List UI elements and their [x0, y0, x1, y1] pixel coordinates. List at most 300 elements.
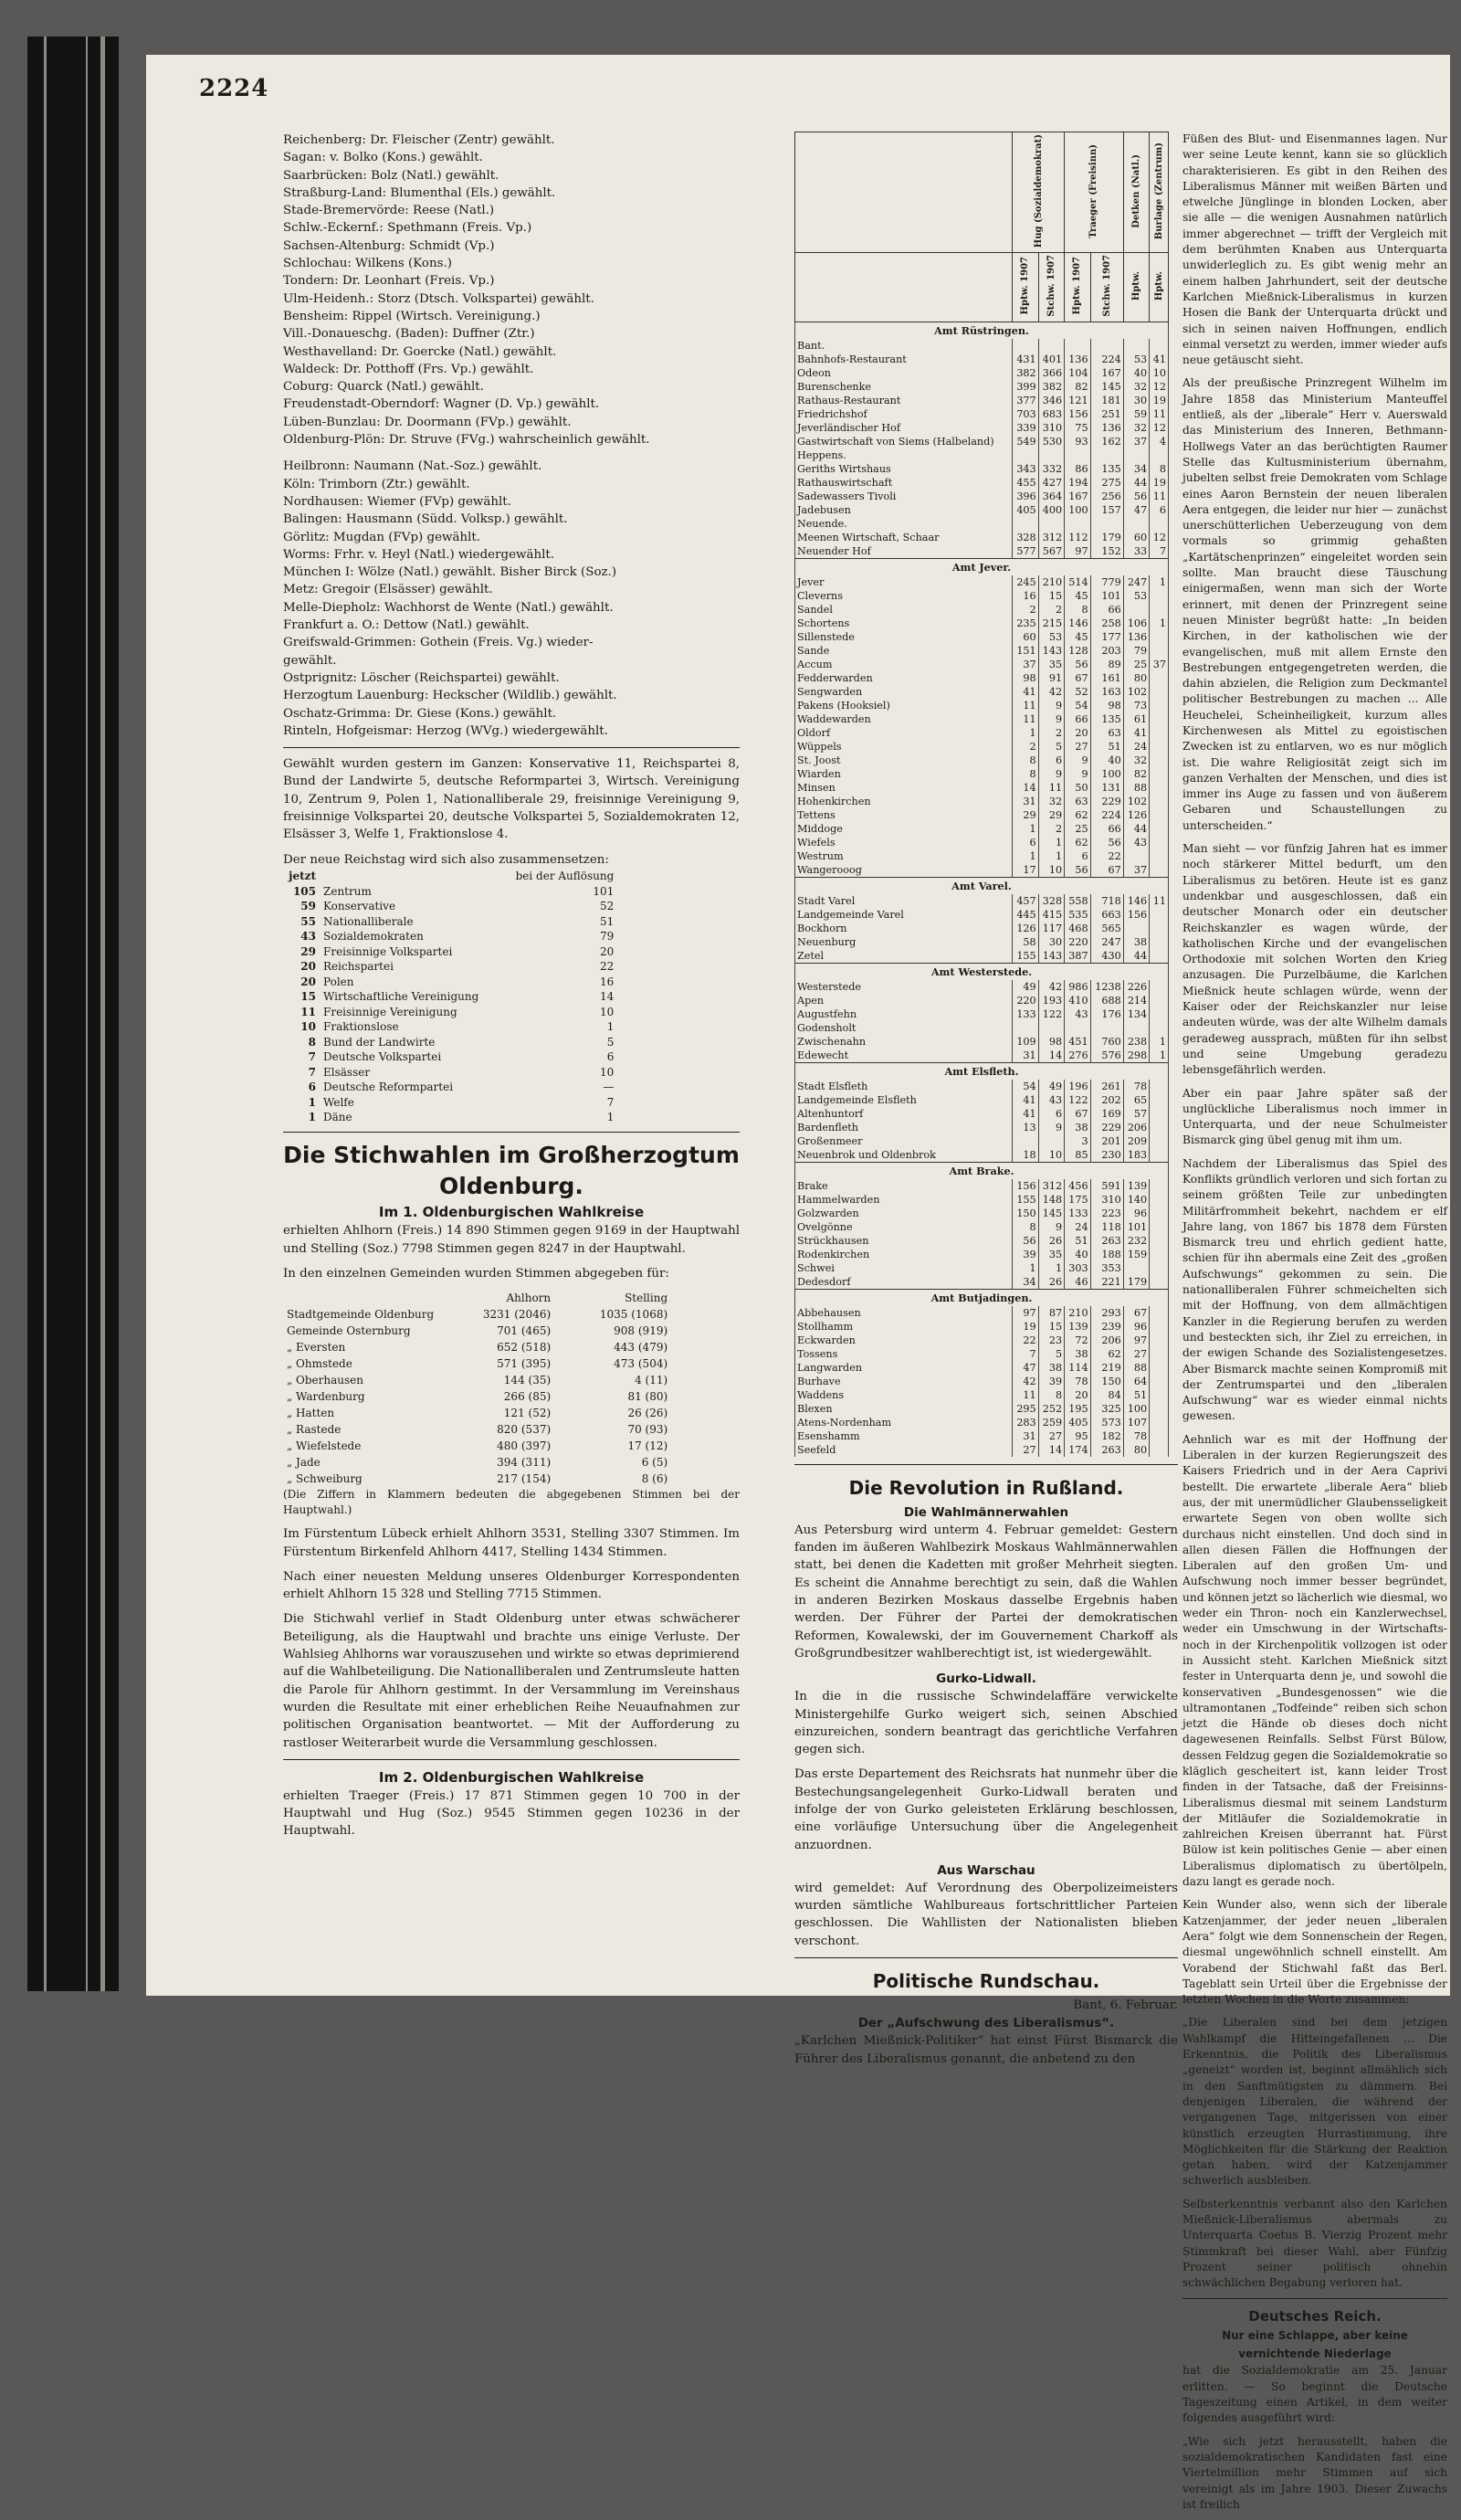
seat-before: 101 [593, 884, 615, 898]
seat-row [283, 1080, 617, 1095]
seat-party: Bund der Landwirte [323, 1035, 436, 1049]
table-row [795, 1388, 1169, 1402]
result-line: Saarbrücken: Bolz (Natl.) gewählt. [283, 168, 499, 183]
table-row [795, 849, 1169, 863]
seat-row [283, 1034, 617, 1049]
vote-cell: 343 [1013, 462, 1038, 476]
location-cell: Neuende. [795, 517, 1013, 531]
vote-cell [1150, 922, 1169, 935]
location-cell: Minsen [795, 781, 1013, 795]
seat-now: 1 [308, 1111, 316, 1124]
result-line: Ostprignitz: Löscher (Reichspartei) gewählt. [283, 670, 560, 685]
vote-cell [1150, 1275, 1169, 1290]
vote-cell [1150, 1193, 1169, 1207]
vote-cell: 155 [1013, 949, 1038, 964]
vote-cell: 364 [1038, 490, 1064, 503]
vote-cell: 51 [1123, 1388, 1149, 1402]
vote-cell [1150, 1361, 1169, 1375]
table-section-title: Amt Elsfleth. [795, 1062, 1169, 1080]
vote-cell: 133 [1013, 1007, 1038, 1021]
vote-cell: 58 [1013, 935, 1038, 949]
vote-cell: 558 [1065, 894, 1090, 908]
vote-cell: 181 [1090, 394, 1123, 407]
gemeinde-stelling: 473 (504) [614, 1357, 668, 1371]
vote-cell: 135 [1090, 462, 1123, 476]
vote-cell: 152 [1090, 544, 1123, 559]
vote-cell [1150, 1261, 1169, 1275]
table-row [795, 922, 1169, 935]
vote-cell: 22 [1013, 1334, 1038, 1347]
gemeinde-ahlhorn: 571 (395) [497, 1357, 552, 1371]
seat-row [283, 944, 617, 959]
vote-cell: 122 [1038, 1007, 1064, 1021]
vote-cell: 1 [1150, 1049, 1169, 1063]
location-cell: Odeon [795, 366, 1013, 380]
location-cell: Neuenburg [795, 935, 1013, 949]
result-line: Coburg: Quarck (Natl.) gewählt. [283, 380, 484, 395]
rundschau-paragraph: Kein Wunder also, wenn sich der liberale Katzenjammer, der jeder neuen „liberalen Aera“ folgt wie dem Sonnenschein der Regen, diesmal ungewöhnlich schnell einstellt. Am Vorabend der Stichwahl faßt das Berl. Tageblatt sein Urteil über die Ergebnisse der letzten Wochen in die Worte zusammen: [1182, 1898, 1447, 2007]
seat-before: 1 [606, 1111, 615, 1124]
result-line: Schlw.-Eckernf.: Spethmann (Freis. Vp.) [283, 221, 532, 236]
table-row [795, 1049, 1169, 1063]
vote-cell: 41 [1123, 726, 1149, 740]
vote-cell: 40 [1065, 1248, 1090, 1261]
vote-cell: 238 [1123, 1035, 1149, 1049]
result-line: Frankfurt a. O.: Dettow (Natl.) gewählt. [283, 618, 530, 633]
location-cell: Waddewarden [795, 712, 1013, 726]
vote-cell [1150, 699, 1169, 712]
vote-cell [1150, 1134, 1169, 1148]
vote-cell: 27 [1038, 1429, 1064, 1443]
vote-cell: 49 [1013, 980, 1038, 994]
vote-cell: 65 [1123, 1093, 1149, 1107]
result-line: gewählt. [283, 653, 337, 668]
table-row [795, 980, 1169, 994]
vote-cell: 456 [1065, 1179, 1090, 1193]
seats-header-before: bei der Auflösung [515, 870, 615, 883]
result-line: München I: Wölze (Natl.) gewählt. Bisher Birck (Soz.) [283, 565, 617, 580]
revolution-sub1: Die Wahlmännerwahlen [903, 1504, 1069, 1520]
table-sub-header [1013, 253, 1038, 322]
vote-cell: 11 [1150, 407, 1169, 421]
vote-cell: 19 [1150, 394, 1169, 407]
location-cell: Waddens [795, 1388, 1013, 1402]
vote-cell: 118 [1090, 1220, 1123, 1234]
seat-row [283, 1019, 617, 1035]
seat-row [283, 989, 617, 1005]
vote-cell [1150, 1429, 1169, 1443]
vote-cell: 133 [1065, 1207, 1090, 1220]
vote-cell: 122 [1065, 1093, 1090, 1107]
location-cell: Accum [795, 658, 1013, 671]
vote-cell: 106 [1123, 617, 1149, 630]
vote-cell: 112 [1065, 531, 1090, 544]
vote-cell [1150, 1080, 1169, 1093]
seat-now: 10 [300, 1020, 316, 1034]
vote-cell: 128 [1065, 644, 1090, 658]
location-cell: Landgemeinde Elsfleth [795, 1093, 1013, 1107]
vote-cell [1150, 644, 1169, 658]
vote-cell: 102 [1123, 795, 1149, 808]
wk2-intro: erhielten Traeger (Freis.) 17 871 Stimmen gegen 10 700 in der Hauptwahl und Hug (Soz.) 9545 Stimmen gegen 10236 in der Hauptwahl. [283, 1788, 740, 1839]
vote-cell: 235 [1013, 617, 1038, 630]
vote-cell: 139 [1123, 1179, 1149, 1193]
vote-cell: 252 [1038, 1402, 1064, 1416]
table-row [795, 685, 1169, 699]
result-line: Lüben-Bunzlau: Dr. Doormann (FVp.) gewählt. [283, 415, 572, 429]
seat-row [283, 899, 617, 914]
gemeinde-row [283, 1454, 671, 1471]
vote-cell: 263 [1090, 1234, 1123, 1248]
location-cell: Friedrichshof [795, 407, 1013, 421]
seat-now: 7 [308, 1050, 316, 1064]
group-header-label: Hug (Sozialdemokrat) [1033, 134, 1044, 248]
location-cell: Geriths Wirtshaus [795, 462, 1013, 476]
vote-cell [1150, 836, 1169, 849]
vote-cell: 59 [1123, 407, 1149, 421]
seat-before: 16 [600, 975, 615, 988]
vote-cell: 5 [1038, 740, 1064, 754]
vote-cell [1150, 1320, 1169, 1334]
vote-cell [1123, 1021, 1149, 1035]
location-cell: Oldorf [795, 726, 1013, 740]
vote-cell: 47 [1013, 1361, 1038, 1375]
vote-cell: 27 [1013, 1443, 1038, 1457]
seat-row [283, 1094, 617, 1110]
vote-cell: 102 [1123, 685, 1149, 699]
sub-header-label: Hptw. 1907 [1020, 257, 1031, 315]
table-row [795, 935, 1169, 949]
vote-cell: 37 [1123, 863, 1149, 878]
table-group-header [1123, 132, 1149, 253]
gemeinde-row [283, 1471, 671, 1487]
vote-cell: 221 [1090, 1275, 1123, 1290]
vote-cell: 18 [1013, 1148, 1038, 1163]
seat-row [283, 1064, 617, 1080]
vote-cell: 23 [1038, 1334, 1064, 1347]
seat-party: Freisinnige Volkspartei [323, 944, 453, 958]
vote-cell [1013, 1021, 1038, 1035]
seat-row [283, 883, 617, 899]
vote-cell: 1238 [1090, 980, 1123, 994]
location-cell: Neuender Hof [795, 544, 1013, 559]
vote-cell: 29 [1038, 808, 1064, 822]
vote-cell [1090, 339, 1123, 353]
result-line: Tondern: Dr. Leonhart (Freis. Vp.) [283, 274, 495, 289]
seat-before: 22 [600, 960, 615, 974]
vote-cell: 8 [1150, 462, 1169, 476]
vote-cell: 9 [1038, 1121, 1064, 1134]
location-cell: Wiarden [795, 767, 1013, 781]
vote-cell: 8 [1065, 603, 1090, 617]
group-header-label: Detken (Natl.) [1130, 153, 1141, 228]
location-cell: Sadewassers Tivoli [795, 490, 1013, 503]
vote-cell: 177 [1090, 630, 1123, 644]
vote-cell: 159 [1123, 1248, 1149, 1261]
table-row [795, 394, 1169, 407]
vote-cell: 100 [1123, 1402, 1149, 1416]
result-line: Stade-Bremervörde: Reese (Natl.) [283, 204, 495, 218]
table-corner-sub [795, 253, 1013, 322]
seat-before: 10 [600, 1005, 615, 1018]
gemeinde-stelling: 81 (80) [627, 1390, 668, 1404]
vote-cell: 145 [1038, 1207, 1064, 1220]
gemeinde-stelling: 70 (93) [627, 1423, 668, 1437]
vote-cell: 1 [1038, 836, 1064, 849]
vote-cell: 445 [1013, 908, 1038, 922]
gemeinde-ahlhorn: 266 (85) [503, 1390, 552, 1404]
vote-cell: 43 [1123, 836, 1149, 849]
result-line: Greifswald-Grimmen: Gothein (Freis. Vg.) wieder- [283, 636, 594, 650]
location-cell: Sande [795, 644, 1013, 658]
vote-cell: 1 [1013, 726, 1038, 740]
table-row [795, 1361, 1169, 1375]
vote-cell: 82 [1123, 767, 1149, 781]
table-row [795, 949, 1169, 964]
gemeinden-table [283, 1290, 671, 1487]
vote-cell [1150, 517, 1169, 531]
location-cell: Wangerooog [795, 863, 1013, 878]
vote-cell: 760 [1090, 1035, 1123, 1049]
vote-cell: 6 [1038, 1107, 1064, 1121]
vote-cell: 54 [1013, 1080, 1038, 1093]
vote-cell: 3 [1065, 1134, 1090, 1148]
vote-cell: 1 [1150, 1035, 1169, 1049]
vote-cell: 310 [1090, 1193, 1123, 1207]
group-header-label: Traeger (Freisinn) [1088, 143, 1099, 238]
seat-party: Wirtschaftliche Vereinigung [323, 990, 479, 1004]
vote-cell: 82 [1065, 380, 1090, 394]
wk1-paragraph: Nach einer neuesten Meldung unseres Oldenburger Korrespondenten erhielt Ahlhorn 15 328 und Stelling 7715 Stimmen. [283, 1569, 740, 1602]
gemeinde-ahlhorn: 820 (537) [497, 1423, 552, 1437]
vote-cell: 382 [1013, 366, 1038, 380]
vote-cell: 98 [1038, 1035, 1064, 1049]
vote-cell: 64 [1123, 1375, 1149, 1388]
table-row [795, 908, 1169, 922]
gemeinde-row [283, 1355, 671, 1372]
table-group-header [1065, 132, 1124, 253]
table-row [795, 1234, 1169, 1248]
vote-cell: 66 [1090, 822, 1123, 836]
seat-row [283, 1049, 617, 1065]
vote-cell: 7 [1013, 1347, 1038, 1361]
location-cell: Bardenfleth [795, 1121, 1013, 1134]
vote-cell: 143 [1038, 949, 1064, 964]
table-group-header [1013, 132, 1065, 253]
vote-cell: 50 [1065, 781, 1090, 795]
vote-cell: 101 [1090, 589, 1123, 603]
seat-party: Deutsche Volkspartei [323, 1050, 442, 1064]
vote-cell: 41 [1013, 685, 1038, 699]
vote-cell: 224 [1090, 353, 1123, 366]
vote-cell: 42 [1038, 980, 1064, 994]
vote-cell: 194 [1065, 476, 1090, 490]
vote-cell [1123, 849, 1149, 863]
vote-cell: 169 [1090, 1107, 1123, 1121]
vote-cell: 32 [1038, 795, 1064, 808]
vote-cell: 32 [1123, 421, 1149, 435]
vote-cell [1150, 339, 1169, 353]
vote-cell: 25 [1065, 822, 1090, 836]
vote-cell: 346 [1038, 394, 1064, 407]
vote-cell [1013, 1134, 1038, 1148]
vote-cell: 6 [1150, 503, 1169, 517]
vote-cell [1150, 822, 1169, 836]
location-cell: Dedesdorf [795, 1275, 1013, 1290]
location-cell: Heppens. [795, 448, 1013, 462]
vote-cell: 11 [1150, 894, 1169, 908]
vote-cell: 176 [1090, 1007, 1123, 1021]
vote-cell: 52 [1065, 685, 1090, 699]
group-header-label: Burlage (Zentrum) [1153, 142, 1164, 240]
gemeinde-ahlhorn: 480 (397) [497, 1439, 552, 1453]
seat-before: 5 [606, 1035, 615, 1049]
vote-cell: 80 [1123, 1443, 1149, 1457]
table-section-row [795, 1289, 1169, 1306]
location-cell: Pakens (Hooksiel) [795, 699, 1013, 712]
vote-cell: 283 [1013, 1416, 1038, 1429]
vote-cell: 135 [1090, 712, 1123, 726]
sub-header-label: Stchw. 1907 [1101, 255, 1112, 317]
table-row [795, 617, 1169, 630]
vote-cell: 150 [1013, 1207, 1038, 1220]
rundschau-dateline: Bant, 6. Februar. [1073, 1998, 1178, 2013]
vote-cell: 535 [1065, 908, 1090, 922]
vote-cell: 22 [1090, 849, 1123, 863]
vote-cell: 223 [1090, 1207, 1123, 1220]
seat-now: 105 [292, 884, 316, 898]
location-cell: Gastwirtschaft von Siems (Halbeland) [795, 435, 1013, 448]
vote-cell: 11 [1038, 781, 1064, 795]
gem-header-stelling: Stelling [625, 1292, 668, 1305]
gemeinde-stelling: 443 (479) [614, 1341, 668, 1355]
vote-cell: 295 [1013, 1402, 1038, 1416]
wk1-sub: In den einzelnen Gemeinden wurden Stimmen abgegeben für: [283, 1266, 669, 1281]
seat-row [283, 1110, 617, 1125]
seat-before: 7 [606, 1095, 615, 1109]
location-cell: Zwischenahn [795, 1035, 1013, 1049]
table-section-title: Amt Butjadingen. [795, 1289, 1169, 1306]
vote-cell: 19 [1150, 476, 1169, 490]
summary-paragraph: Gewählt wurden gestern im Ganzen: Konservative 11, Reichspartei 8, Bund der Landwirte 5, deutsche Reformpartei 3, Wirtsch. Vereinigung 10, Zentrum 9, Polen 1, Nationalliberale 29, freisinnige Vereinigung 9, freisinnige Volkspartei 20, deutsche Volkspartei 5, Sozialdemokraten 12, Elsässer 3, Welfe 1, Fraktionslose 4. [283, 757, 740, 842]
vote-cell: 20 [1065, 726, 1090, 740]
vote-cell: 427 [1038, 476, 1064, 490]
vote-cell [1150, 1148, 1169, 1163]
vote-cell: 95 [1065, 1429, 1090, 1443]
revolution-sub3: Aus Warschau [937, 1862, 1035, 1878]
vote-cell: 12 [1150, 421, 1169, 435]
vote-cell [1150, 808, 1169, 822]
gemeinde-name: „ Oberhausen [287, 1374, 363, 1387]
table-row [795, 462, 1169, 476]
vote-cell: 12 [1150, 380, 1169, 394]
vote-cell [1013, 448, 1038, 462]
vote-cell: 86 [1065, 462, 1090, 476]
table-section-row [795, 322, 1169, 339]
gemeinde-name: Stadtgemeinde Oldenburg [287, 1308, 435, 1322]
vote-cell: 56 [1065, 658, 1090, 671]
vote-cell: 67 [1123, 1306, 1149, 1320]
vote-cell: 2 [1013, 603, 1038, 617]
table-row [795, 366, 1169, 380]
location-cell: Seefeld [795, 1443, 1013, 1457]
vote-cell: 215 [1038, 617, 1064, 630]
vote-cell: 156 [1123, 908, 1149, 922]
seat-before: 10 [600, 1065, 615, 1079]
vote-cell: 530 [1038, 435, 1064, 448]
vote-cell: 779 [1090, 575, 1123, 589]
vote-cell: 2 [1038, 603, 1064, 617]
location-cell: Sillenstede [795, 630, 1013, 644]
column-middle [657, 132, 1178, 2075]
result-line: Schlochau: Wilkens (Kons.) [283, 257, 452, 271]
vote-cell: 224 [1090, 808, 1123, 822]
gemeinde-stelling: 4 (11) [635, 1374, 668, 1387]
vote-cell: 53 [1038, 630, 1064, 644]
vote-cell: 117 [1038, 922, 1064, 935]
page-number: 2224 [199, 75, 269, 102]
vote-cell: 97 [1013, 1306, 1038, 1320]
table-row [795, 380, 1169, 394]
vote-cell: 32 [1123, 380, 1149, 394]
vote-cell: 51 [1090, 740, 1123, 754]
table-section-title: Amt Westerstede. [795, 963, 1169, 980]
vote-cell: 88 [1123, 1361, 1149, 1375]
vote-cell: 145 [1090, 380, 1123, 394]
vote-cell: 9 [1065, 754, 1090, 767]
table-sub-header [1150, 253, 1169, 322]
seat-now: 55 [300, 914, 316, 928]
vote-cell: 986 [1065, 980, 1090, 994]
vote-cell: 5 [1038, 1347, 1064, 1361]
vote-cell: 325 [1090, 1402, 1123, 1416]
vote-cell: 121 [1065, 394, 1090, 407]
wk1-paragraph: Die Stichwahl verlief in Stadt Oldenburg unter etwas schwächerer Beteiligung, als die Hauptwahl und brachte uns einige Verluste. Der Wahlsieg Ahlhorns war vorauszusehen und wirkte so etwas deprimierend auf die Wahlbeteiligung. Die Nationalliberalen und Zentrumsleute hatten die Parole für Ahlhorn gestimmt. In der Versammlung im Vereinshaus wurden die Resultate mit einer erheblichen Reihe Neuaufnahmen zur politischen Organisation beantwortet. — Mit der Aufforderung zu rastloser Weiterarbeit wurde die Versammlung geschlossen. [283, 1612, 740, 1750]
gemeinde-name: Gemeinde Osternburg [287, 1324, 411, 1338]
vote-cell: 67 [1065, 671, 1090, 685]
vote-cell: 88 [1123, 781, 1149, 795]
result-line: Nordhausen: Wiemer (FVp) gewählt. [283, 494, 511, 509]
vote-cell: 1 [1013, 822, 1038, 836]
revolution-p1: Aus Petersburg wird unterm 4. Februar gemeldet: Gestern fanden im äußeren Wahlbezirk Moskaus Wahlmännerwahlen statt, bei denen die Kadetten mit großer Mehrheit siegten. Es scheint die Annahme berechtigt zu sein, daß die Wahlen in anderen Bezirken Moskaus dasselbe Ergebnis haben werden. Der Führer der Partei der demokratischen Reformen, Kowalewski, der im Gouvernement Charkoff als Großgrundbesitzer wahlberechtigt ist, ist wiedergewählt. [794, 1523, 1178, 1661]
gemeinde-stelling: 6 (5) [641, 1456, 668, 1470]
gemeinde-ahlhorn: 3231 (2046) [482, 1308, 552, 1322]
location-cell: Jever [795, 575, 1013, 589]
result-line: Westhavelland: Dr. Goercke (Natl.) gewählt. [283, 344, 557, 359]
vote-cell: 261 [1090, 1080, 1123, 1093]
table-row [795, 822, 1169, 836]
rundschau-paragraph: Selbsterkenntnis verbannt also den Karlchen Mießnick-Liberalismus abermals zu Unterquarta Coetus B. Vierzig Prozent mehr Stimmkraft bei dieser Wahl, aber Fünfzig Prozent seiner politisch ohnehin schwächlichen Begabung verloren hat. [1182, 2197, 1447, 2290]
gemeinde-name: „ Eversten [287, 1341, 346, 1355]
table-section-row [795, 1062, 1169, 1080]
vote-cell: 195 [1065, 1402, 1090, 1416]
vote-cell: 56 [1090, 836, 1123, 849]
location-cell: Sandel [795, 603, 1013, 617]
vote-cell: 9 [1065, 767, 1090, 781]
vote-cell: 298 [1123, 1049, 1149, 1063]
vote-cell [1038, 517, 1064, 531]
table-section-row [795, 1162, 1169, 1179]
vote-cell: 1 [1150, 575, 1169, 589]
vote-cell: 10 [1038, 863, 1064, 878]
vote-cell [1150, 994, 1169, 1007]
vote-cell [1150, 1388, 1169, 1402]
vote-cell: 328 [1013, 531, 1038, 544]
location-cell: Hammelwarden [795, 1193, 1013, 1207]
vote-cell: 37 [1013, 658, 1038, 671]
location-cell: Cleverns [795, 589, 1013, 603]
gemeinde-ahlhorn: 652 (518) [497, 1341, 552, 1355]
